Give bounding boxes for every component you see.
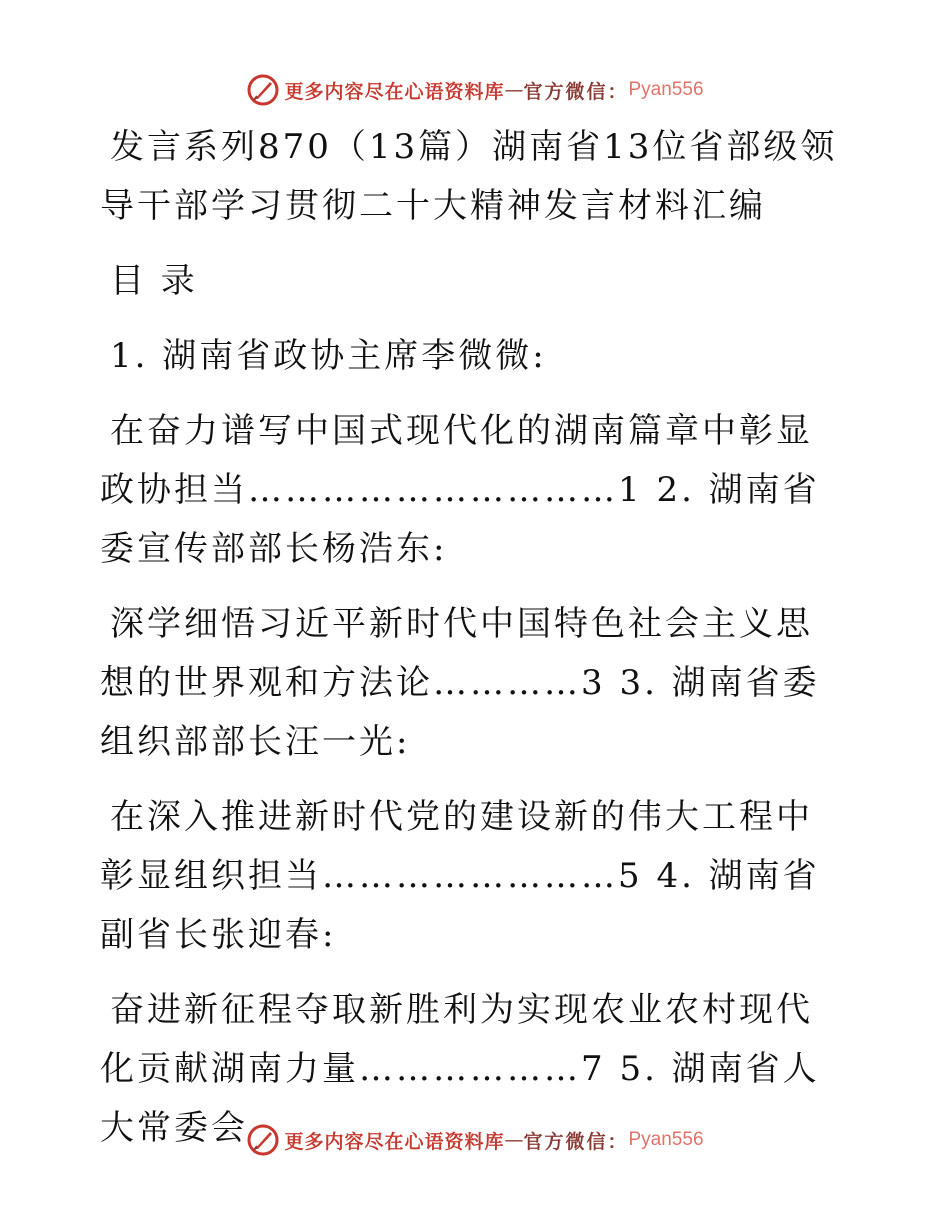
document-title: 发言系列870（13篇）湖南省13位省部级领导干部学习贯彻二十大精神发言材料汇编 — [100, 127, 838, 226]
watermark-wechat-id: Pyan556 — [628, 79, 704, 100]
feather-circle-icon — [246, 73, 280, 107]
watermark-brand: 更多内容尽在心语资料库 — [284, 80, 505, 103]
toc-entry: 在深入推进新时代党的建设新的伟大工程中彰显组织担当……………………5 4. 湖南省副省长张迎春: — [100, 797, 820, 955]
feather-circle-icon — [246, 1123, 280, 1157]
watermark-wechat-label: 官方微信： — [523, 1130, 629, 1153]
watermark-dash: — — [504, 1129, 524, 1151]
watermark-header — [0, 70, 950, 110]
toc-heading: 目 录 — [110, 261, 198, 301]
watermark-footer — [0, 1120, 950, 1160]
document-body — [100, 118, 840, 1174]
watermark-wechat-label: 官方微信： — [523, 80, 629, 103]
toc-entry: 奋进新征程夺取新胜利为实现农业农村现代化贡献湖南力量………………7 5. 湖南省人大常委会 — [100, 990, 820, 1148]
watermark-dash: — — [504, 79, 524, 101]
toc-entry: 在奋力谱写中国式现代化的湖南篇章中彰显政协担当…………………………1 2. 湖南省委宣传部部长杨浩东: — [100, 411, 820, 569]
watermark-wechat-id: Pyan556 — [628, 1129, 704, 1150]
toc-entry: 深学细悟习近平新时代中国特色社会主义思想的世界观和方法论…………3 3. 湖南省委组织部部长汪一光: — [100, 604, 820, 762]
watermark-brand: 更多内容尽在心语资料库 — [284, 1130, 505, 1153]
toc-entry: 1. 湖南省政协主席李微微: — [110, 336, 547, 376]
